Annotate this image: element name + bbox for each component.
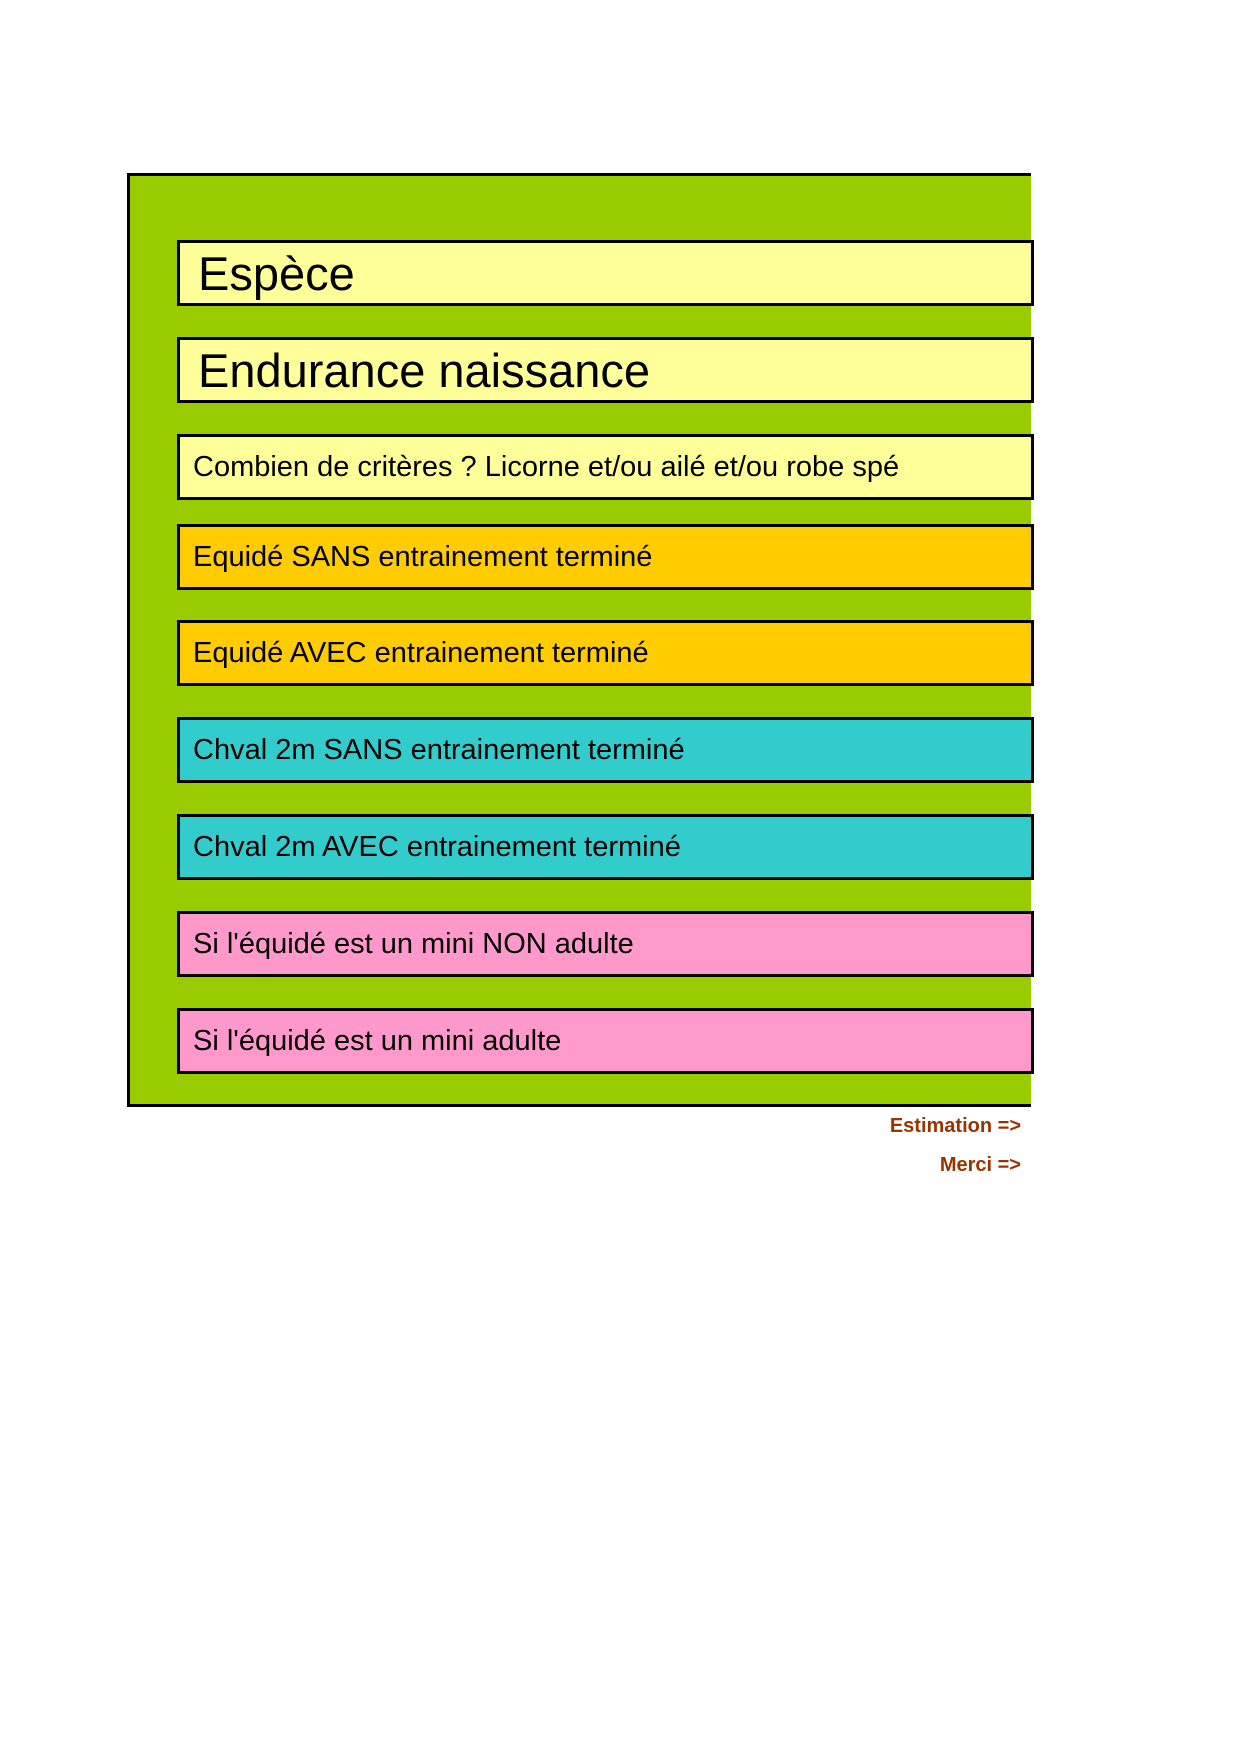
row-mini-non-adulte[interactable] (177, 911, 1034, 977)
row-equide-avec-entrainement[interactable] (177, 620, 1034, 686)
row-chval-avec-entrainement[interactable] (177, 814, 1034, 880)
row-equide-sans-entrainement[interactable] (177, 524, 1034, 590)
row-label: Chval 2m AVEC entrainement terminé (193, 830, 681, 863)
row-chval-sans-entrainement[interactable] (177, 717, 1034, 783)
green-panel (127, 173, 1031, 1107)
row-label: Chval 2m SANS entrainement terminé (193, 733, 685, 766)
row-criteres[interactable] (177, 434, 1034, 500)
row-espece[interactable] (177, 240, 1034, 306)
row-label: Endurance naissance (198, 343, 651, 397)
row-label: Combien de critères ? Licorne et/ou ailé et/ou robe spé (193, 450, 900, 483)
row-label: Equidé SANS entrainement terminé (193, 540, 653, 573)
estimation-note: Estimation => (889, 1115, 1021, 1137)
merci-note: Merci => (939, 1154, 1021, 1176)
row-label: Si l'équidé est un mini NON adulte (193, 927, 634, 960)
row-label: Si l'équidé est un mini adulte (193, 1024, 562, 1057)
row-label: Espèce (198, 246, 355, 300)
row-endurance-naissance[interactable] (177, 337, 1034, 403)
row-label: Equidé AVEC entrainement terminé (193, 636, 649, 669)
row-mini-adulte[interactable] (177, 1008, 1034, 1074)
